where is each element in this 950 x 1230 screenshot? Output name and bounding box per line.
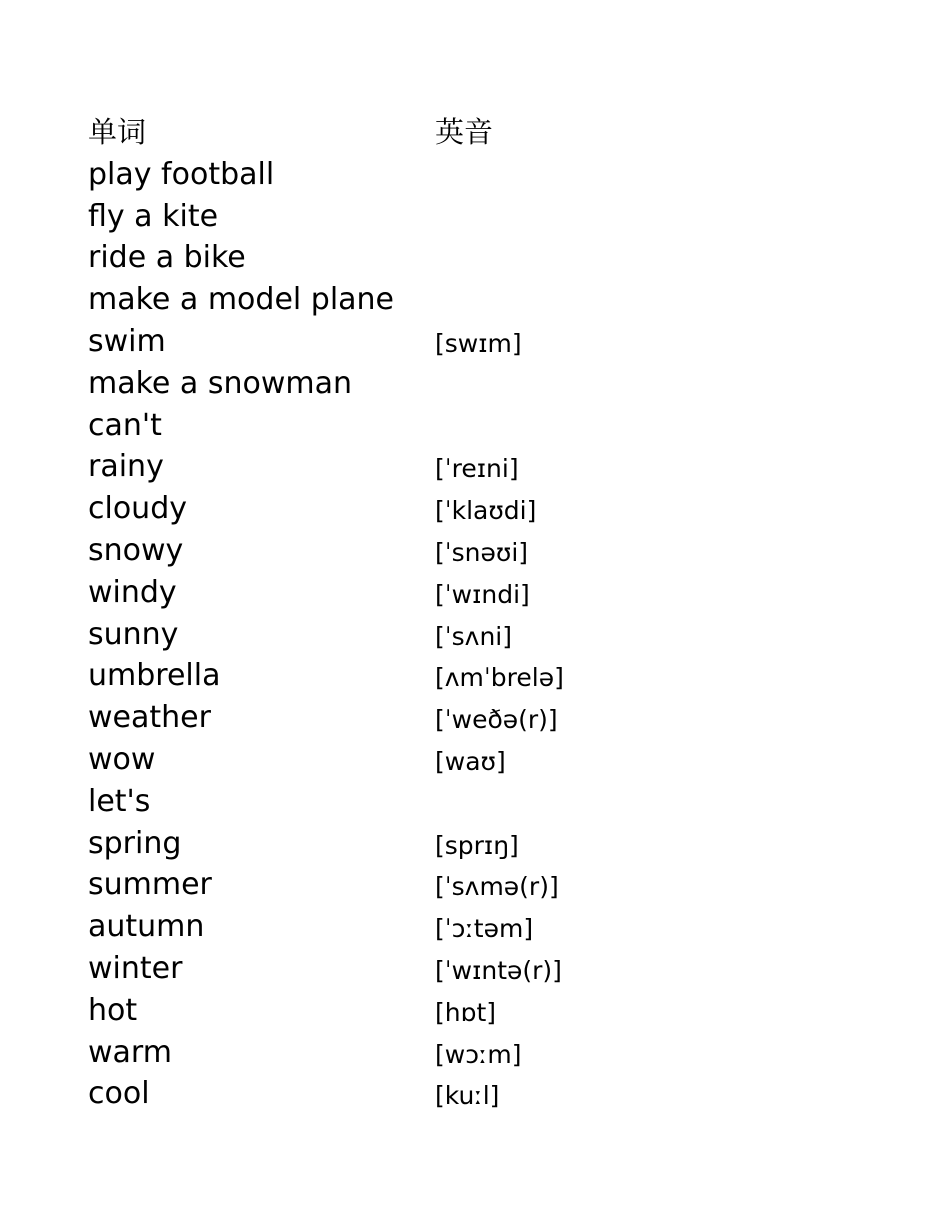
- table-row: [88, 572, 788, 614]
- ipa-cell: [kuːl]: [435, 1081, 500, 1111]
- word-cell: can't: [88, 407, 162, 443]
- table-row: [88, 530, 788, 572]
- ipa-cell: [swɪm]: [435, 328, 522, 358]
- ipa-cell: [ˈwɪndi]: [435, 579, 530, 609]
- word-cell: play football: [88, 156, 275, 192]
- word-cell: make a model plane: [88, 282, 395, 318]
- ipa-cell: [ˈweðə(r)]: [435, 705, 558, 735]
- word-cell: weather: [88, 700, 211, 736]
- table-row: [88, 655, 788, 697]
- ipa-cell: [ˈsʌni]: [435, 621, 512, 651]
- word-cell: umbrella: [88, 658, 221, 694]
- word-cell: summer: [88, 867, 212, 903]
- word-cell: windy: [88, 574, 177, 610]
- word-cell: make a snowman: [88, 365, 352, 401]
- table-row: [88, 279, 788, 321]
- table-body: [88, 154, 788, 1115]
- table-row: [88, 614, 788, 656]
- header-ipa: 英音: [435, 115, 494, 149]
- table-row: [88, 864, 788, 906]
- ipa-cell: [ʌmˈbrelə]: [435, 663, 564, 693]
- table-row: [88, 196, 788, 238]
- table-row: [88, 154, 788, 196]
- table-row: [88, 1073, 788, 1115]
- word-cell: hot: [88, 992, 138, 1028]
- table-row: [88, 823, 788, 865]
- ipa-cell: [ˈsnəʊi]: [435, 537, 529, 567]
- vocabulary-table: [88, 112, 788, 1115]
- word-cell: cloudy: [88, 491, 187, 527]
- word-cell: rainy: [88, 449, 164, 485]
- table-row: [88, 488, 788, 530]
- word-cell: let's: [88, 783, 151, 819]
- ipa-cell: [sprɪŋ]: [435, 830, 519, 860]
- table-row: [88, 739, 788, 781]
- table-row: [88, 906, 788, 948]
- word-cell: fly a kite: [88, 198, 219, 234]
- word-cell: wow: [88, 741, 156, 777]
- word-cell: cool: [88, 1076, 150, 1112]
- word-cell: warm: [88, 1034, 172, 1070]
- table-row: [88, 363, 788, 405]
- ipa-cell: [ˈwɪntə(r)]: [435, 955, 562, 985]
- word-cell: spring: [88, 825, 182, 861]
- ipa-cell: [hɒt]: [435, 997, 497, 1027]
- table-row: [88, 948, 788, 990]
- table-row: [88, 990, 788, 1032]
- header-word: 单词: [88, 115, 147, 149]
- word-cell: autumn: [88, 909, 205, 945]
- word-cell: swim: [88, 323, 166, 359]
- ipa-cell: [waʊ]: [435, 746, 506, 776]
- word-cell: ride a bike: [88, 240, 246, 276]
- ipa-cell: [ˈreɪni]: [435, 454, 519, 484]
- table-row: [88, 781, 788, 823]
- ipa-cell: [ˈɔːtəm]: [435, 914, 534, 944]
- ipa-cell: [ˈklaʊdi]: [435, 496, 537, 526]
- word-cell: winter: [88, 950, 183, 986]
- table-header: [88, 112, 788, 154]
- table-row: [88, 405, 788, 447]
- table-row: [88, 237, 788, 279]
- ipa-cell: [ˈsʌmə(r)]: [435, 872, 559, 902]
- table-row: [88, 446, 788, 488]
- word-cell: sunny: [88, 616, 179, 652]
- table-row: [88, 321, 788, 363]
- ipa-cell: [wɔːm]: [435, 1039, 522, 1069]
- word-cell: snowy: [88, 532, 184, 568]
- table-row: [88, 697, 788, 739]
- table-row: [88, 1032, 788, 1074]
